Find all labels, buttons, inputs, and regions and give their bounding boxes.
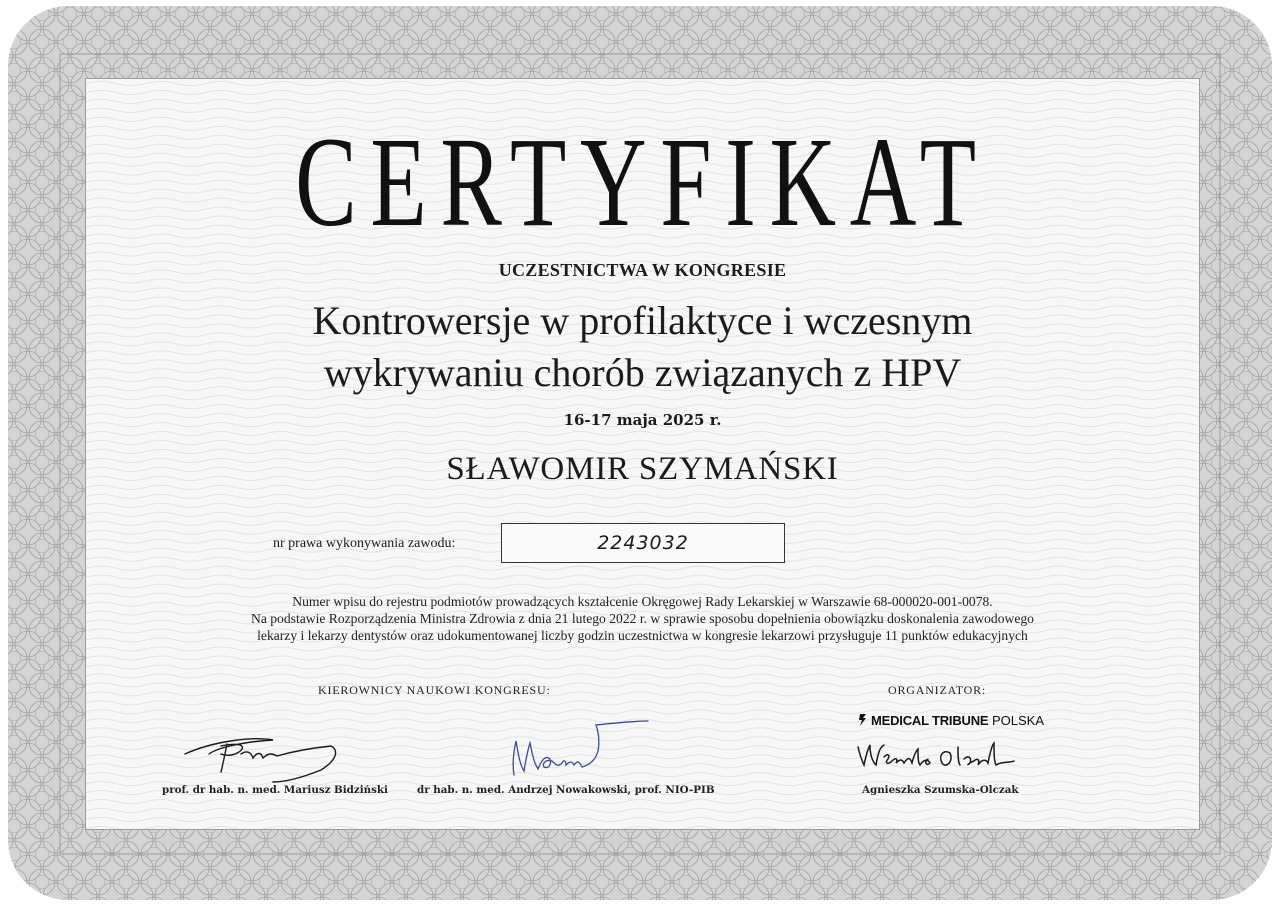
congress-name-line-1: Kontrowersje w profilaktyce i wczesnym — [312, 298, 973, 343]
logo-text-rest: POLSKA — [988, 713, 1045, 728]
congress-date: 16-17 maja 2025 r. — [563, 411, 722, 429]
certificate-body — [85, 78, 1200, 830]
certificate-title: CERTYFIKAT — [295, 111, 990, 253]
organizer-label: ORGANIZATOR: — [888, 683, 987, 697]
license-label: nr prawa wykonywania zawodu: — [273, 536, 456, 551]
congress-name-line-2: wykrywaniu chorób związanych z HPV — [323, 350, 962, 395]
license-number-field — [501, 523, 785, 563]
logo-text-bold: MEDICAL TRIBUNE — [871, 713, 989, 728]
directors-label: KIEROWNICY NAUKOWI KONGRESU: — [318, 683, 551, 697]
organizer-person-name: Agnieszka Szumska-Olczak — [862, 784, 1019, 796]
participant-name: SŁAWOMIR SZYMAŃSKI — [446, 451, 839, 487]
director-1-name: prof. dr hab. n. med. Mariusz Bidziński — [162, 784, 388, 796]
legal-line-3: lekarzy i lekarzy dentystów oraz udokumentowanej liczby godzin uczestnictwa w kongresie lekarzowi przysługuje 11 punktów edukacyjnych — [257, 628, 1028, 643]
director-2-name: dr hab. n. med. Andrzej Nowakowski, prof. NIO-PIB — [417, 784, 715, 796]
legal-line-1: Numer wpisu do rejestru podmiotów prowadzących kształcenie Okręgowej Rady Lekarskiej w Warszawie 68-000020-001-0078. — [292, 594, 993, 609]
medical-tribune-logo — [858, 713, 1044, 728]
legal-line-2: Na podstawie Rozporządzenia Ministra Zdrowia z dnia 21 lutego 2022 r. w sprawie sposobu dopełnienia obowiązku doskonalenia zawodowego — [251, 611, 1034, 626]
legal-notice — [86, 593, 1199, 644]
signature-organizer — [854, 739, 1029, 773]
certificate-subtitle: UCZESTNICTWA W KONGRESIE — [498, 260, 787, 280]
license-number: 2243032 — [597, 532, 689, 554]
medical-tribune-logo-icon — [858, 713, 868, 727]
congress-name — [86, 295, 1199, 399]
signature-director-1 — [181, 724, 351, 786]
signature-director-2 — [506, 719, 656, 784]
